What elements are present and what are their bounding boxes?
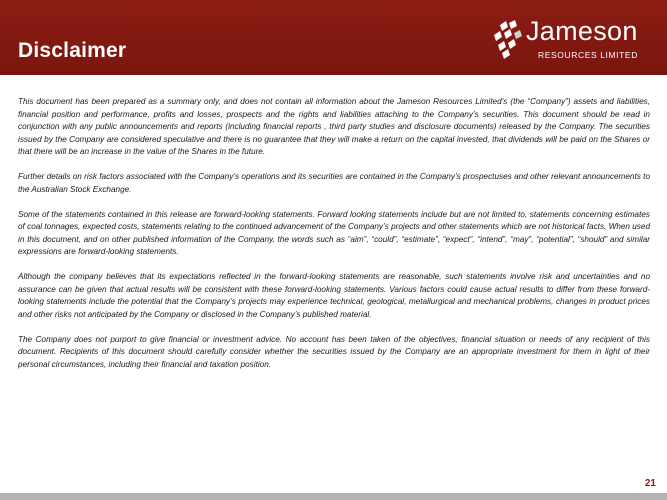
page-title: Disclaimer — [18, 39, 127, 62]
disclaimer-paragraph: Some of the statements contained in this release are forward-looking statements. Forward looking statements include but are not limited to, statements concerning estimates of coal tonnages, expected costs, statements relating to the continued advancement of the Company’s projects and other statements which are not historical facts. When used in this document, and on other published information of the Company, the words such as “aim”, “could”, “estimate”, “expect”, “intend”, “may”, “potential”, “should” and similar expressions are forward-looking statements. — [18, 209, 651, 256]
disclaimer-paragraph: The Company does not purport to give financial or investment advice. No account has been taken of the objectives, financial situation or needs of any recipient of this document. Recipients of this document should carefully consider whether the securities issued by the Company are an appropriate investment for them in light of their personal circumstances, including their financial and taxation position. — [18, 334, 650, 369]
disclaimer-body — [18, 96, 650, 384]
logo-subtitle: RESOURCES LIMITED — [538, 50, 638, 60]
logo-mark-icon — [492, 19, 530, 59]
header-banner — [0, 0, 667, 75]
disclaimer-paragraph: Further details on risk factors associated with the Company’s operations and its securities are contained in the Company’s prospectuses and other relevant announcements to the Australian Stock Exchange. — [18, 172, 650, 194]
page-number: 21 — [644, 478, 656, 489]
logo-wordmark: Jameson — [526, 16, 638, 46]
footer-bar — [0, 493, 667, 500]
disclaimer-paragraph: This document has been prepared as a summary only, and does not contain all information about the Jameson Resources Limited’s (the “Company”) assets and liabilities, financial position and performance, profits and losses, prospects and the rights and liabilities attaching to the Company’s securities. This document should be read in conjunction with any public announcements and reports (including financial reports , third party studies and disclosure documents) released by the Company. The securities issued by the Company are considered speculative and there is no guarantee that they will make a return on the capital invested, that dividends will be paid on the Shares or that there will be an increase in the value of the Shares in the future. — [18, 97, 650, 156]
disclaimer-paragraph: Although the company believes that its expectations reflected in the forward-looking statements are reasonable, such statements involve risk and uncertainties and no assurance can be given that actual results will be consistent with these forward-looking statements. Various factors could cause actual results to differ from these forward-looking statements include the potential that the Company’s projects may experience technical, geological, metallurgical and mechanical problems, changes in product prices and other risks not anticipated by the Company or disclosed in the Company’s published material. — [18, 272, 650, 319]
company-logo — [492, 17, 657, 65]
